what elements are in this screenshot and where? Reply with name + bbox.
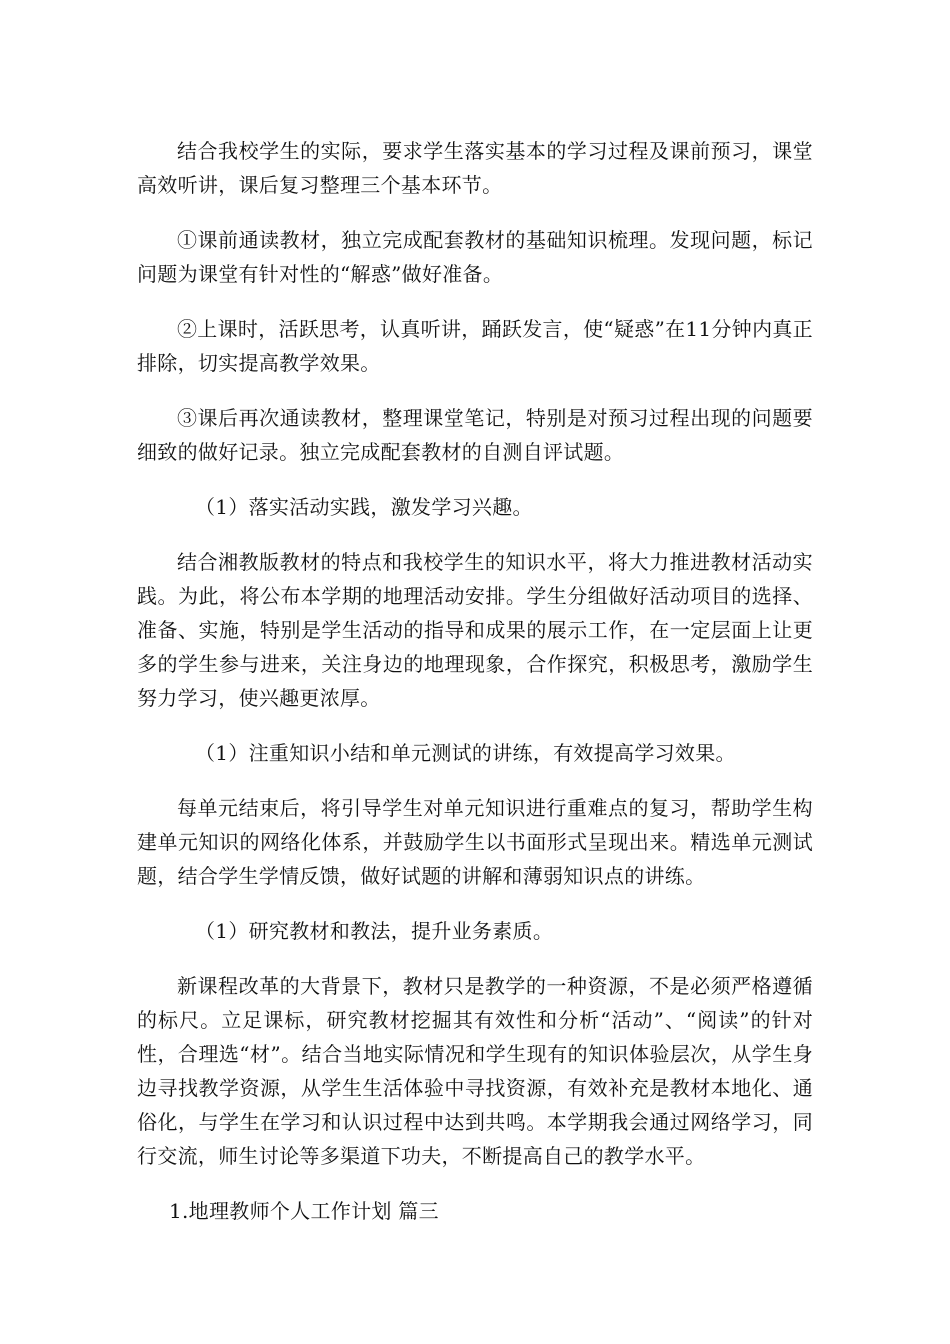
document-body bbox=[137, 134, 813, 1249]
subheading-unit-tests: （1）注重知识小结和单元测试的讲练，有效提高学习效果。 bbox=[195, 741, 736, 765]
paragraph-study-process: 结合我校学生的实际，要求学生落实基本的学习过程及课前预习，课堂高效听讲，课后复习整理三个基本环节。 bbox=[137, 139, 813, 197]
paragraph-activity-practice: 结合湘教版教材的特点和我校学生的知识水平，将大力推进教材活动实践。为此，将公布本学期的地理活动安排。学生分组做好活动项目的选择、准备、实施，特别是学生活动的指导和成果的展示工作，在一定层面上让更多的学生参与进来，关注身边的地理现象，合作探究，积极思考，激励学生努力学习，使兴趣更浓厚。 bbox=[137, 550, 813, 710]
subheading-teaching-research: （1）研究教材和教法，提升业务素质。 bbox=[195, 919, 554, 943]
subheading-activity-practice: （1）落实活动实践，激发学习兴趣。 bbox=[195, 495, 533, 519]
paragraph-review: ③课后再次通读教材，整理课堂笔记，特别是对预习过程出现的问题要细致的做好记录。独立完成配套教材的自测自评试题。 bbox=[137, 406, 813, 464]
paragraph-preview: ①课前通读教材，独立完成配套教材的基础知识梳理。发现问题，标记问题为课堂有针对性的“解惑”做好准备。 bbox=[137, 228, 813, 286]
paragraph-teaching-research: 新课程改革的大背景下，教材只是教学的一种资源，不是必须严格遵循的标尺。立足课标，研究教材挖掘其有效性和分析“活动”、“阅读”的针对性，合理选“材”。结合当地实际情况和学生现有的知识体验层次，从学生身边寻找教学资源，从学生生活体验中寻找资源，有效补充是教材本地化、通俗化，与学生在学习和认识过程中达到共鸣。本学期我会通过网络学习，同行交流，师生讨论等多渠道下功夫，不断提高自己的教学水平。 bbox=[137, 974, 813, 1168]
section-title-part-three: 1.地理教师个人工作计划 篇三 bbox=[169, 1199, 439, 1223]
paragraph-unit-tests: 每单元结束后，将引导学生对单元知识进行重难点的复习，帮助学生构建单元知识的网络化体系，并鼓励学生以书面形式呈现出来。精选单元测试题，结合学生学情反馈，做好试题的讲解和薄弱知识点的讲练。 bbox=[137, 796, 813, 888]
paragraph-in-class: ②上课时，活跃思考，认真听讲，踊跃发言，使“疑惑”在11分钟内真正排除，切实提高教学效果。 bbox=[137, 317, 813, 375]
